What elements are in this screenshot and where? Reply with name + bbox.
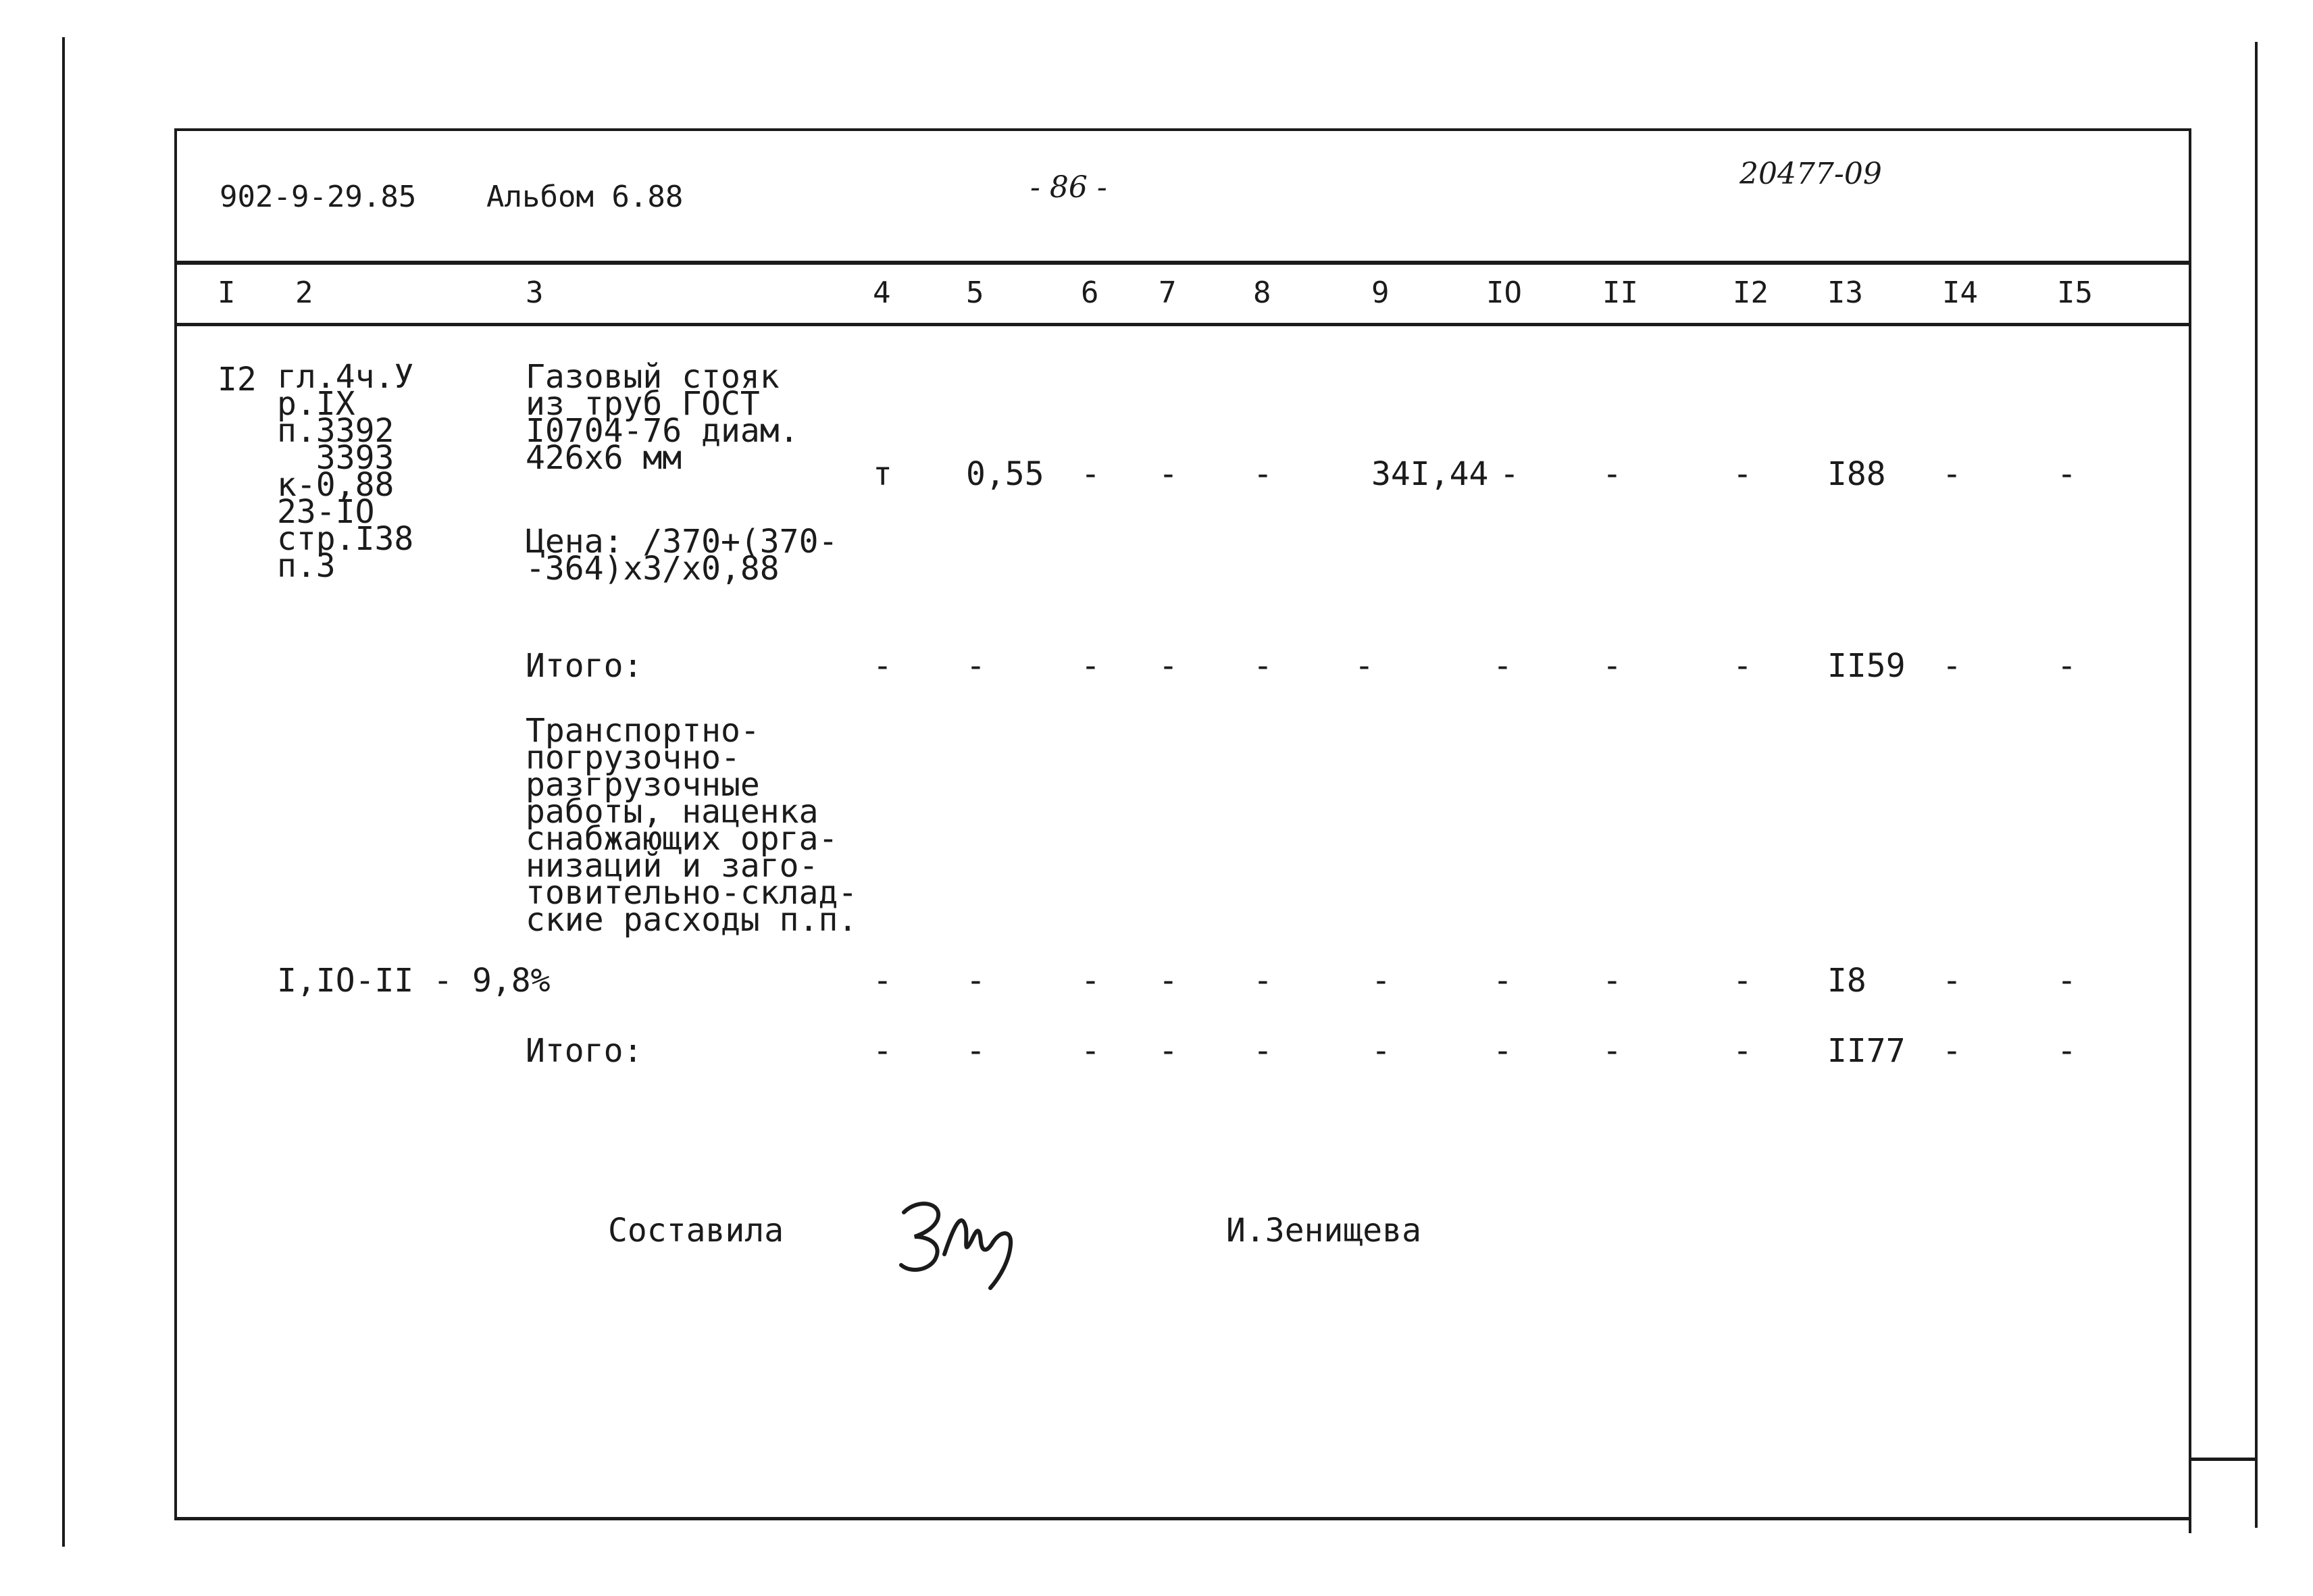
total-label: Итого: bbox=[526, 1032, 643, 1070]
cell-col7: - bbox=[1159, 455, 1178, 493]
subtotal-label: Итого: bbox=[526, 647, 643, 685]
price-formula: Цена: /370+(370- -364)x3/x0,88 bbox=[526, 523, 838, 588]
cell-col10: - bbox=[1500, 455, 1519, 493]
cell-col6: - bbox=[1081, 1032, 1100, 1070]
handwritten-signature bbox=[892, 1185, 1040, 1293]
cell-col12: - bbox=[1733, 962, 1752, 1000]
cell-col8: - bbox=[1253, 962, 1273, 1000]
cell-col12: - bbox=[1733, 455, 1752, 493]
cell-col9: - bbox=[1371, 962, 1391, 1000]
compiled-by-label: Составила bbox=[608, 1212, 784, 1250]
cell-col11: - bbox=[1602, 647, 1622, 685]
cell-col10: - bbox=[1493, 962, 1513, 1000]
cell-col11: - bbox=[1602, 455, 1622, 493]
cell-col5: - bbox=[966, 647, 986, 685]
cell-col7: - bbox=[1159, 647, 1178, 685]
surcharge-description: Транспортно- погрузочно- разгрузочные работы, наценка снабжающих орга- низаций и заго- товительно-склад- ские расходы п.п. bbox=[526, 712, 858, 939]
frame-top bbox=[174, 128, 2191, 131]
item-description: Газовый стояк из труб ГОСТ I0704-76 диам. 426x6 мм bbox=[526, 358, 799, 477]
column-number: 8 bbox=[1253, 276, 1271, 310]
column-number: I2 bbox=[1733, 276, 1769, 310]
frame-left bbox=[174, 128, 177, 1520]
cell-col6: - bbox=[1081, 647, 1100, 685]
column-number: II bbox=[1602, 276, 1638, 310]
column-number: 2 bbox=[295, 276, 313, 310]
quantity-cell: 0,55 bbox=[966, 455, 1044, 493]
cell-col15: - bbox=[2057, 455, 2077, 493]
cell-col12: - bbox=[1733, 1032, 1752, 1070]
surcharge-reference: I,IO-II - 9,8% bbox=[277, 962, 551, 1000]
cell-col6: - bbox=[1081, 455, 1100, 493]
cell-col14: - bbox=[1942, 1032, 1962, 1070]
right-margin-line bbox=[2255, 42, 2258, 1528]
column-number: I3 bbox=[1827, 276, 1863, 310]
cell-col8: - bbox=[1253, 647, 1273, 685]
cell-col11: - bbox=[1602, 1032, 1622, 1070]
sheet-code: 20477-09 bbox=[1739, 157, 1882, 191]
row-number: I2 bbox=[218, 361, 257, 398]
cell-col5: - bbox=[966, 962, 986, 1000]
column-number: I5 bbox=[2057, 276, 2093, 310]
cell-col11: - bbox=[1602, 962, 1622, 1000]
column-number: I4 bbox=[1942, 276, 1978, 310]
cell-col15: - bbox=[2057, 1032, 2077, 1070]
cell-col7: - bbox=[1159, 962, 1178, 1000]
header-rule-top bbox=[174, 261, 2191, 265]
cell-col13: I8 bbox=[1827, 962, 1866, 1000]
column-number: I bbox=[218, 276, 236, 310]
cell-col9: - bbox=[1354, 647, 1374, 685]
cell-col10: - bbox=[1493, 647, 1513, 685]
album-number: Альбом 6.88 bbox=[486, 180, 684, 214]
cell-col8: - bbox=[1253, 1032, 1273, 1070]
frame-right bbox=[2189, 128, 2191, 1533]
cell-col10: - bbox=[1493, 1032, 1513, 1070]
cell-col7: - bbox=[1159, 1032, 1178, 1070]
cell-col13: II59 bbox=[1827, 647, 1906, 685]
cell-col9: 34I,44 bbox=[1371, 455, 1489, 493]
column-number: 6 bbox=[1081, 276, 1099, 310]
cell-col5: - bbox=[966, 1032, 986, 1070]
page-number: - 86 - bbox=[1030, 170, 1107, 205]
cell-col4: - bbox=[873, 962, 892, 1000]
corner-stamp-line bbox=[2190, 1458, 2258, 1461]
column-number: IO bbox=[1486, 276, 1522, 310]
document-code: 902-9-29.85 bbox=[220, 180, 417, 214]
cell-col8: - bbox=[1253, 455, 1273, 493]
unit-cell: т bbox=[873, 455, 892, 493]
cell-col14: - bbox=[1942, 455, 1962, 493]
column-number: 9 bbox=[1371, 276, 1390, 310]
column-number: 4 bbox=[873, 276, 891, 310]
frame-bottom bbox=[174, 1517, 2191, 1520]
compiler-name: И.Зенищева bbox=[1226, 1212, 1421, 1250]
norm-reference: гл.4ч.У р.IX п.3392 3393 к-0,88 23-IO стр.I38 п.3 bbox=[277, 358, 414, 585]
cell-col13: I88 bbox=[1827, 455, 1886, 493]
cell-col4: - bbox=[873, 647, 892, 685]
cell-col9: - bbox=[1371, 1032, 1391, 1070]
header-rule-bottom bbox=[174, 323, 2191, 326]
cell-col14: - bbox=[1942, 962, 1962, 1000]
left-margin-line bbox=[62, 37, 65, 1547]
cell-col12: - bbox=[1733, 647, 1752, 685]
cell-col4: - bbox=[873, 1032, 892, 1070]
cell-col13: II77 bbox=[1827, 1032, 1906, 1070]
column-number: 7 bbox=[1159, 276, 1177, 310]
cell-col14: - bbox=[1942, 647, 1962, 685]
cell-col6: - bbox=[1081, 962, 1100, 1000]
cell-col15: - bbox=[2057, 647, 2077, 685]
column-number: 5 bbox=[966, 276, 984, 310]
cell-col15: - bbox=[2057, 962, 2077, 1000]
column-number: 3 bbox=[526, 276, 544, 310]
